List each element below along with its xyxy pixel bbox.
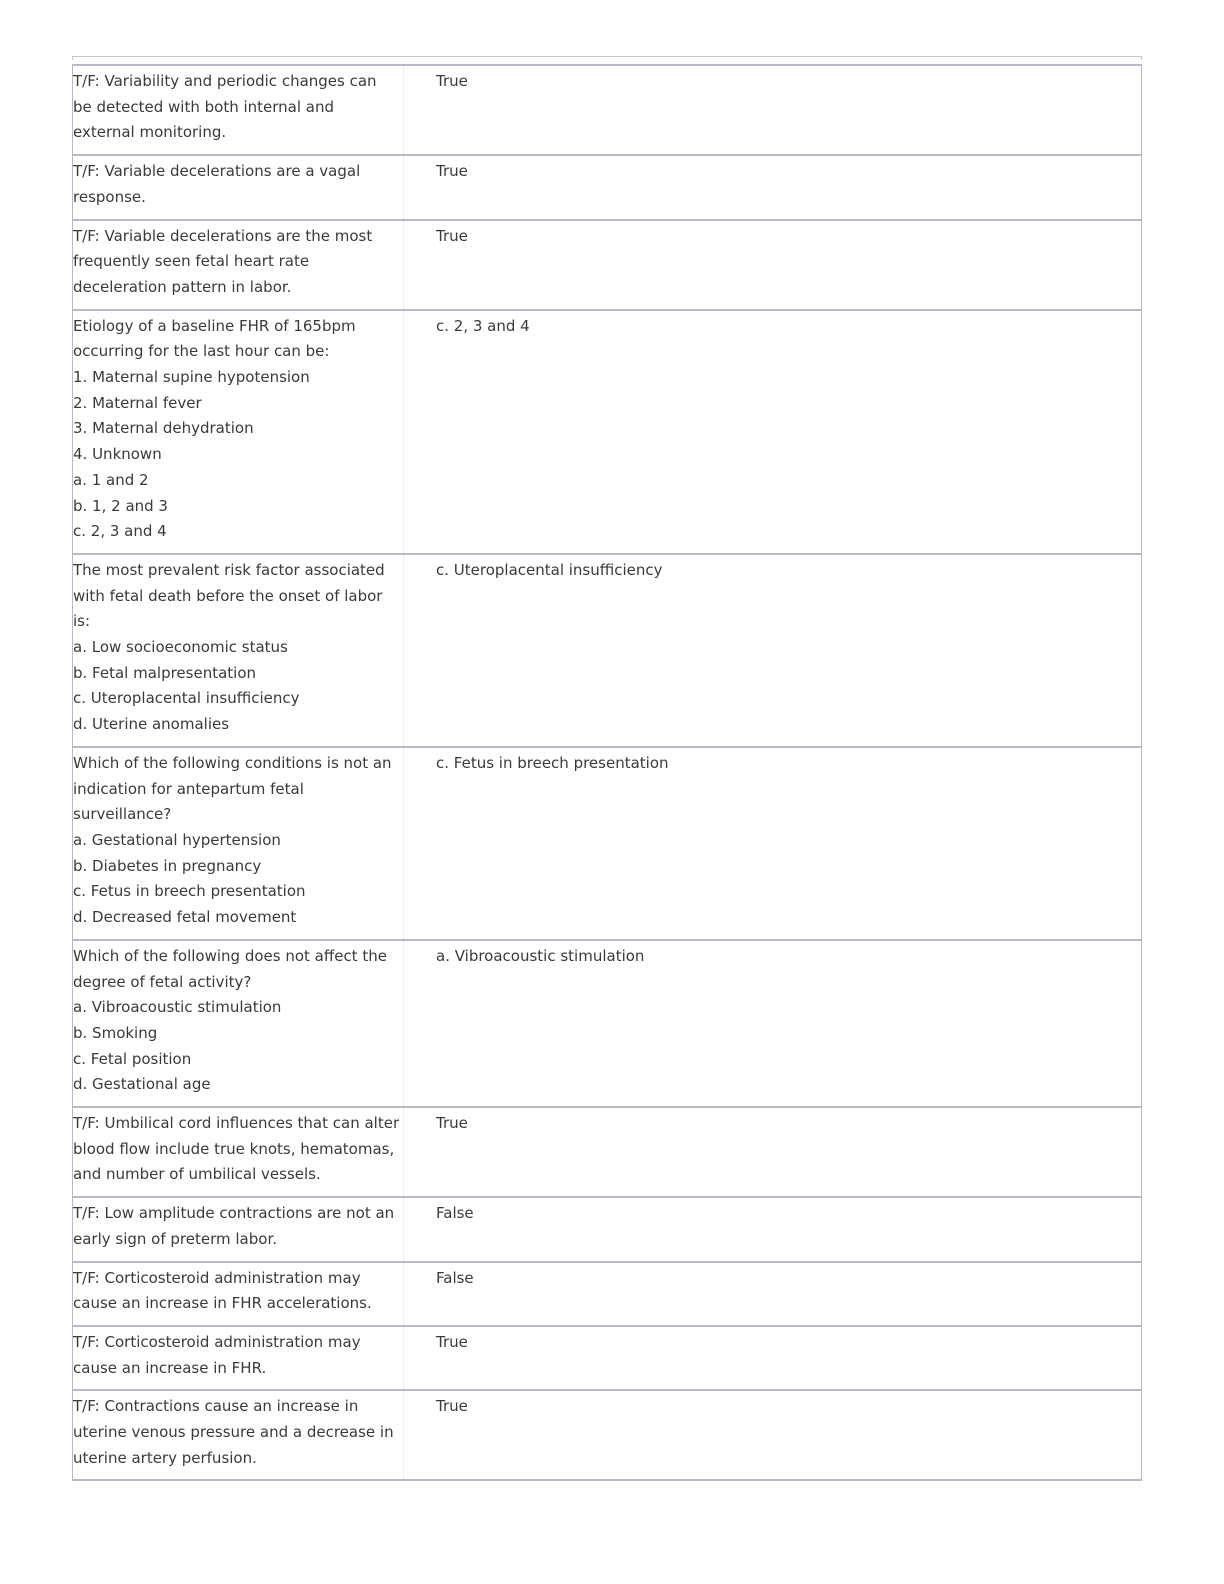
term-line: a. Low socioeconomic status — [73, 638, 288, 657]
definition-line: True — [436, 1332, 468, 1351]
card-definition — [404, 1108, 1141, 1196]
card-definition — [404, 555, 1141, 746]
term-line: T/F: Corticosteroid administration may — [73, 1332, 361, 1351]
definition-line: True — [436, 72, 468, 90]
term-line: uterine venous pressure and a decrease in — [73, 1423, 394, 1442]
term-line: d. Decreased fetal movement — [73, 908, 297, 927]
card-definition — [404, 156, 1141, 218]
definition-line: c. 2, 3 and 4 — [436, 316, 530, 335]
definition-line: False — [436, 1204, 474, 1223]
card-term — [73, 1198, 404, 1260]
card-term — [73, 221, 404, 309]
card-term — [73, 555, 404, 746]
term-line: c. 2, 3 and 4 — [73, 522, 167, 541]
term-line: 2. Maternal fever — [73, 393, 202, 412]
card-term — [73, 1327, 404, 1389]
card-term — [73, 66, 404, 154]
definition-line: True — [436, 1114, 468, 1133]
card-row — [72, 939, 1142, 1106]
term-line: a. Gestational hypertension — [73, 830, 281, 849]
term-line: The most prevalent risk factor associated — [73, 560, 385, 579]
term-line: c. Uteroplacental insufficiency — [73, 689, 300, 708]
term-line: early sign of preterm labor. — [73, 1229, 278, 1248]
page-top-rule — [72, 56, 1142, 60]
term-line: response. — [73, 187, 146, 206]
term-line: T/F: Variable decelerations are a vagal — [73, 162, 361, 181]
term-line: T/F: Contractions cause an increase in — [73, 1397, 359, 1416]
card-term — [73, 941, 404, 1106]
term-line: is: — [73, 612, 91, 631]
term-line: a. Vibroacoustic stimulation — [73, 998, 282, 1017]
card-term — [73, 1263, 404, 1325]
term-line: c. Fetal position — [73, 1049, 192, 1068]
term-line: with fetal death before the onset of labor — [73, 586, 383, 605]
term-line: frequently seen fetal heart rate — [73, 252, 310, 271]
card-definition — [404, 941, 1141, 1106]
term-line: cause an increase in FHR. — [73, 1358, 267, 1377]
card-definition — [404, 66, 1141, 154]
card-row — [72, 219, 1142, 309]
card-term — [73, 748, 404, 939]
card-term — [73, 156, 404, 218]
term-line: be detected with both internal and — [73, 97, 335, 116]
card-definition — [404, 748, 1141, 939]
term-line: b. Diabetes in pregnancy — [73, 856, 262, 875]
term-line: external monitoring. — [73, 123, 227, 142]
card-definition — [404, 1327, 1141, 1389]
definition-line: a. Vibroacoustic stimulation — [436, 946, 645, 965]
card-row — [72, 1325, 1142, 1389]
term-line: T/F: Umbilical cord influences that can alter — [73, 1114, 400, 1133]
term-line: b. 1, 2 and 3 — [73, 496, 168, 515]
term-line: c. Fetus in breech presentation — [73, 882, 306, 901]
term-line: Which of the following does not affect the — [73, 946, 387, 965]
term-line: and number of umbilical vessels. — [73, 1165, 321, 1184]
term-line: T/F: Variability and periodic changes can — [73, 72, 377, 90]
term-line: T/F: Variable decelerations are the most — [73, 226, 373, 245]
card-row — [72, 553, 1142, 746]
card-term — [73, 1391, 404, 1479]
card-term — [73, 1108, 404, 1196]
card-term — [73, 311, 404, 553]
definition-line: c. Fetus in breech presentation — [436, 753, 669, 772]
card-row — [72, 746, 1142, 939]
term-line: surveillance? — [73, 805, 172, 824]
term-line: a. 1 and 2 — [73, 470, 149, 489]
term-line: d. Uterine anomalies — [73, 715, 230, 734]
term-line: 1. Maternal supine hypotension — [73, 368, 310, 387]
term-line: 3. Maternal dehydration — [73, 419, 254, 438]
card-definition — [404, 311, 1141, 553]
card-definition — [404, 221, 1141, 309]
card-row — [72, 309, 1142, 553]
term-line: 4. Unknown — [73, 445, 162, 464]
flashcard-table — [72, 64, 1142, 1481]
term-line: d. Gestational age — [73, 1075, 211, 1094]
definition-line: True — [436, 162, 468, 181]
term-line: b. Fetal malpresentation — [73, 663, 257, 682]
term-line: T/F: Low amplitude contractions are not an — [73, 1204, 395, 1223]
card-row — [72, 1196, 1142, 1260]
term-line: cause an increase in FHR accelerations. — [73, 1294, 372, 1313]
term-line: deceleration pattern in labor. — [73, 277, 292, 296]
term-line: indication for antepartum fetal — [73, 779, 304, 798]
card-row — [72, 1261, 1142, 1325]
term-line: Etiology of a baseline FHR of 165bpm — [73, 316, 356, 335]
card-row — [72, 1389, 1142, 1481]
card-row — [72, 64, 1142, 154]
term-line: occurring for the last hour can be: — [73, 342, 330, 361]
definition-line: c. Uteroplacental insufficiency — [436, 560, 663, 579]
card-row — [72, 1106, 1142, 1196]
definition-line: True — [436, 1397, 468, 1416]
term-line: degree of fetal activity? — [73, 972, 252, 991]
term-line: T/F: Corticosteroid administration may — [73, 1268, 361, 1287]
definition-line: True — [436, 226, 468, 245]
card-row — [72, 154, 1142, 218]
term-line: uterine artery perfusion. — [73, 1448, 257, 1467]
card-definition — [404, 1263, 1141, 1325]
card-definition — [404, 1198, 1141, 1260]
term-line: b. Smoking — [73, 1023, 158, 1042]
definition-line: False — [436, 1268, 474, 1287]
term-line: blood flow include true knots, hematomas, — [73, 1139, 395, 1158]
term-line: Which of the following conditions is not an — [73, 753, 392, 772]
card-definition — [404, 1391, 1141, 1479]
